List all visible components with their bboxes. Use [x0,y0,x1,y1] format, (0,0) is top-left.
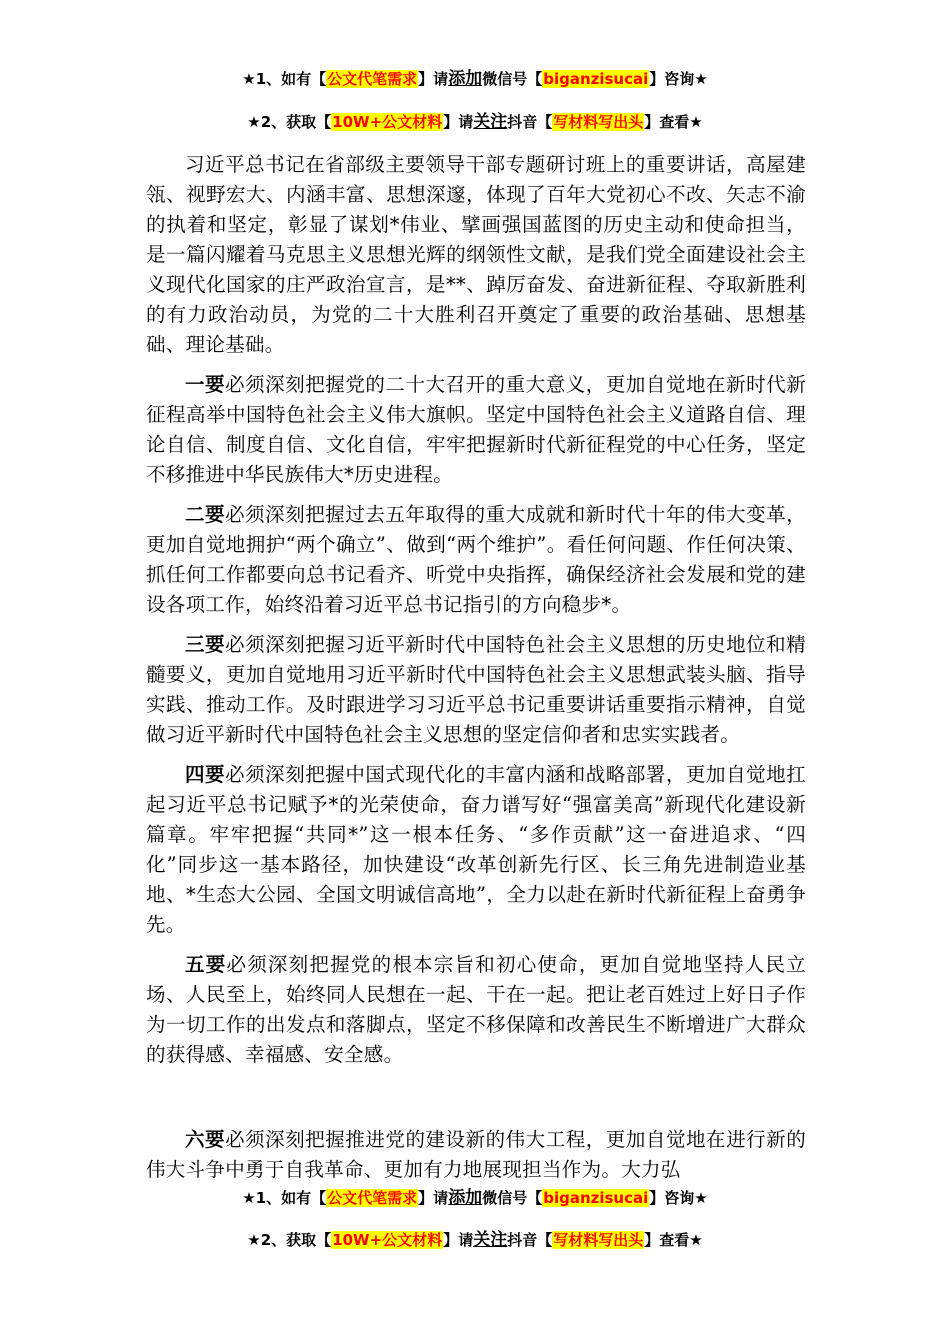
paragraph-2 [146,500,806,620]
footer-banner-line-1 [0,1187,950,1209]
highlight-service: 公文代笔需求 [327,1189,418,1207]
paragraph-text: 必须深刻把握推进党的建设新的伟大工程，更加自觉地在进行新的伟大斗争中勇于自我革命、更加有力地展现担当作为。大力弘 [146,1128,806,1181]
paragraph-text: 习近平总书记在省部级主要领导干部专题研讨班上的重要讲话，高屋建瓴、视野宏大、内涵丰富、思想深邃，体现了百年大党初心不改、矢志不渝的执着和坚定，彰显了谋划*伟业、擘画强国蓝图的历史主动和使命担当，是一篇闪耀着马克思主义思想光辉的纲领性文献，是我们党全面建设社会主义现代化国家的庄严政治宣言，是**、踔厉奋发、奋进新征程、夺取新胜利的有力政治动员，为党的二十大胜利召开奠定了重要的政治基础、思想基础、理论基础。 [146,153,806,356]
paragraph-text: 必须深刻把握过去五年取得的重大成就和新时代十年的伟大变革，更加自觉地拥护“两个确立”、做到“两个维护”。看任何问题、作任何决策、抓任何工作都要向总书记看齐、听党中央指挥，确保经济社会发展和党的建设各项工作，始终沿着习近平总书记指引的方向稳步*。 [146,503,807,616]
highlight-materials: 10W+公文材料 [332,1231,443,1249]
banner-text: 】请 [418,70,449,88]
paragraph-lead: 六要 [185,1128,226,1151]
highlight-douyin-account: 写材料写出头 [553,113,644,131]
highlight-wechat-id: biganzisucai [543,1189,649,1207]
paragraph-text: 必须深刻把握党的二十大召开的重大意义，更加自觉地在新时代新征程高举中国特色社会主义伟大旗帜。坚定中国特色社会主义道路自信、理论自信、制度自信、文化自信，牢牢把握新时代新征程党的中心任务，坚定不移推进中华民族伟大*历史进程。 [146,373,807,486]
banner-text: 抖音【 [507,113,553,131]
banner-line-1 [0,68,950,90]
banner-text: 抖音【 [507,1231,553,1249]
intro-paragraph [146,150,806,360]
banner-text: 】请 [443,113,474,131]
paragraph-6-clipped [146,1125,806,1183]
highlight-wechat-id: biganzisucai [543,70,649,88]
paragraph-3 [146,630,806,750]
paragraph-1 [146,370,806,490]
underlined-text: 关注 [473,112,508,132]
banner-line-2 [0,111,950,133]
banner-text: 】查看★ [644,113,703,131]
banner-text: 微信号【 [482,70,543,88]
banner-text: ★2、获取【 [247,1231,332,1249]
banner-text: 】查看★ [644,1231,703,1249]
banner-text: 】咨询★ [649,70,708,88]
highlight-douyin-account: 写材料写出头 [553,1231,644,1249]
paragraph-5 [146,950,806,1070]
banner-text: 】咨询★ [649,1189,708,1207]
paragraph-lead: 二要 [185,503,226,526]
paragraph-text: 必须深刻把握中国式现代化的丰富内涵和战略部署，更加自觉地扛起习近平总书记赋予*的光荣使命，奋力谱写好“强富美高”新现代化建设新篇章。牢牢把握“共同*”这一根本任务、“多作贡献”这一奋进追求、“四化”同步这一基本路径，加快建设“改革创新先行区、长三角先进制造业基地、*生态大公园、全国文明诚信高地”，全力以赴在新时代新征程上奋勇争先。 [146,763,807,936]
banner-text: ★2、获取【 [247,113,332,131]
footer-banner-line-2 [0,1229,950,1251]
paragraph-text: 必须深刻把握党的根本宗旨和初心使命，更加自觉地坚持人民立场、人民至上，始终同人民想在一起、干在一起。把让老百姓过上好日子作为一切工作的出发点和落脚点，坚定不移保障和改善民生不断增进广大群众的获得感、幸福感、安全感。 [146,953,806,1066]
banner-text: ★1、如有【 [242,1189,327,1207]
paragraph-6 [146,1125,806,1183]
paragraph-lead: 五要 [185,953,227,976]
banner-text: 】请 [418,1189,449,1207]
banner-text: ★1、如有【 [242,70,327,88]
underlined-text: 关注 [473,1230,508,1250]
paragraph-text: 必须深刻把握习近平新时代中国特色社会主义思想的历史地位和精髓要义，更加自觉地用习近平新时代中国特色社会主义思想武装头脑、指导实践、推动工作。及时跟进学习习近平总书记重要讲话重要指示精神，自觉做习近平新时代中国特色社会主义思想的坚定信仰者和忠实实践者。 [146,633,807,746]
banner-text: 】请 [443,1231,474,1249]
banner-text: 微信号【 [482,1189,543,1207]
paragraph-lead: 三要 [185,633,226,656]
paragraph-lead: 四要 [185,763,226,786]
document-body [146,150,806,1080]
highlight-service: 公文代笔需求 [327,70,418,88]
underlined-text: 添加 [448,69,483,89]
paragraph-lead: 一要 [185,373,226,396]
underlined-text: 添加 [448,1188,483,1208]
highlight-materials: 10W+公文材料 [332,113,443,131]
paragraph-4 [146,760,806,940]
